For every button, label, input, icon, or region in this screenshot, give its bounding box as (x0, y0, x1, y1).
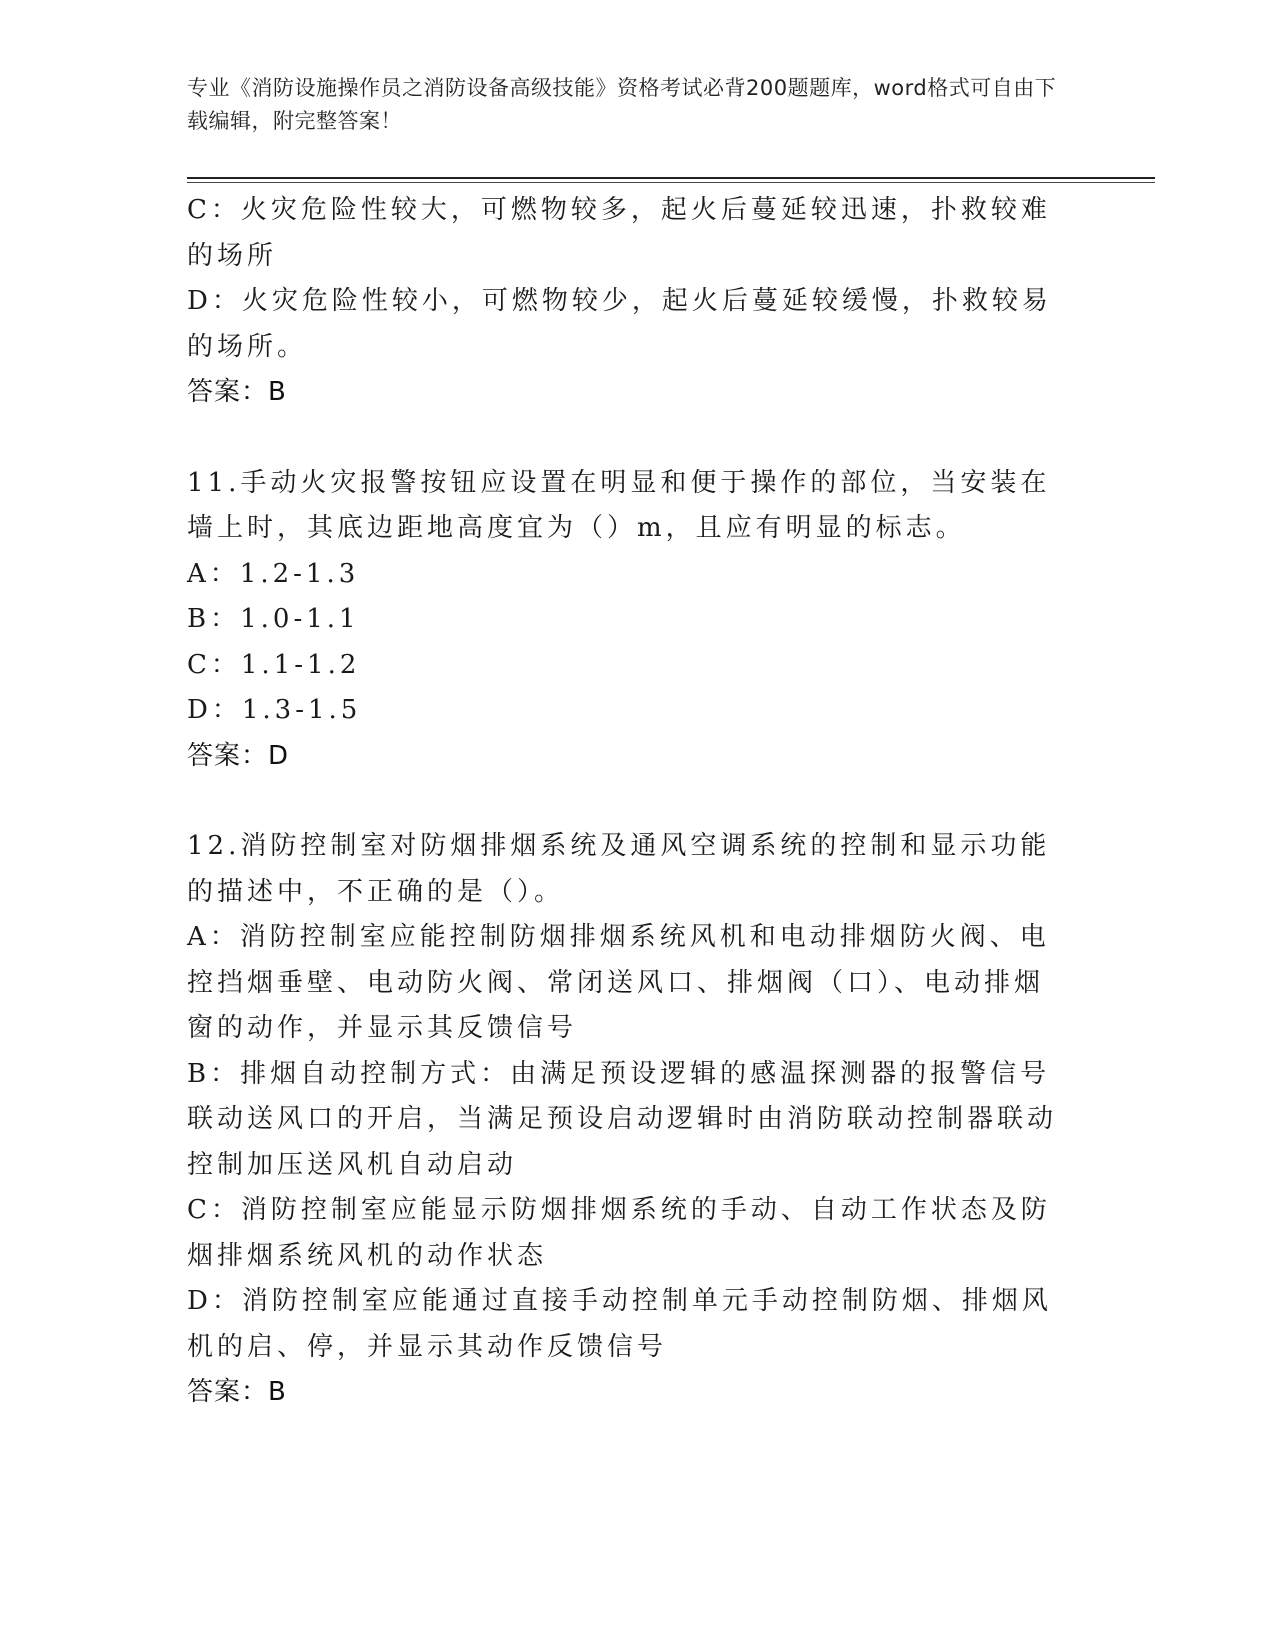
question-12-answer: 答案：B (187, 1377, 287, 1407)
question-11-stem: 11.手动火灾报警按钮应设置在明显和便于操作的部位，当安装在墙上时，其底边距地高度宜为（）m，且应有明显的标志。 (187, 467, 1051, 543)
spacer (187, 779, 1073, 824)
question-10-option-d: D：火灾危险性较小，可燃物较少，起火后蔓延较缓慢，扑救较易的场所。 (187, 286, 1052, 362)
question-11-option-b: B：1.0-1.1 (187, 604, 360, 634)
question-12-option-b: B：排烟自动控制方式：由满足预设逻辑的感温探测器的报警信号联动送风口的开启，当满足预设启动逻辑时由消防联动控制器联动控制加压送风机自动启动 (187, 1058, 1058, 1180)
question-11-option-d: D：1.3-1.5 (187, 695, 362, 725)
question-11-answer: 答案：D (187, 740, 290, 771)
question-10-answer: 答案：B (187, 377, 287, 407)
question-10-block (187, 188, 1073, 416)
question-12-block (187, 824, 1073, 1416)
header-divider-thin (187, 182, 1155, 183)
header-divider-thick (187, 177, 1155, 179)
question-10-option-c: C：火灾危险性较大，可燃物较多，起火后蔓延较迅速，扑救较难的场所 (187, 195, 1051, 271)
page-header: 专业《消防设施操作员之消防设备高级技能》资格考试必背200题题库，word格式可自由下载编辑，附完整答案！ (187, 76, 1057, 133)
question-11-block (187, 461, 1073, 780)
question-content (187, 188, 1073, 1416)
question-12-option-a: A：消防控制室应能控制防烟排烟系统风机和电动排烟防火阀、电控挡烟垂壁、电动防火阀、常闭送风口、排烟阀（口）、电动排烟窗的动作，并显示其反馈信号 (187, 922, 1050, 1043)
question-12-option-c: C：消防控制室应能显示防烟排烟系统的手动、自动工作状态及防烟排烟系统风机的动作状态 (187, 1195, 1051, 1271)
question-12-option-d: D：消防控制室应能通过直接手动控制单元手动控制防烟、排烟风机的启、停，并显示其动作反馈信号 (187, 1286, 1052, 1362)
spacer (187, 416, 1073, 461)
question-12-stem: 12.消防控制室对防烟排烟系统及通风空调系统的控制和显示功能的描述中，不正确的是（）。 (187, 831, 1051, 907)
question-11-option-a: A：1.2-1.3 (187, 558, 360, 589)
question-11-option-c: C：1.1-1.2 (187, 649, 361, 680)
